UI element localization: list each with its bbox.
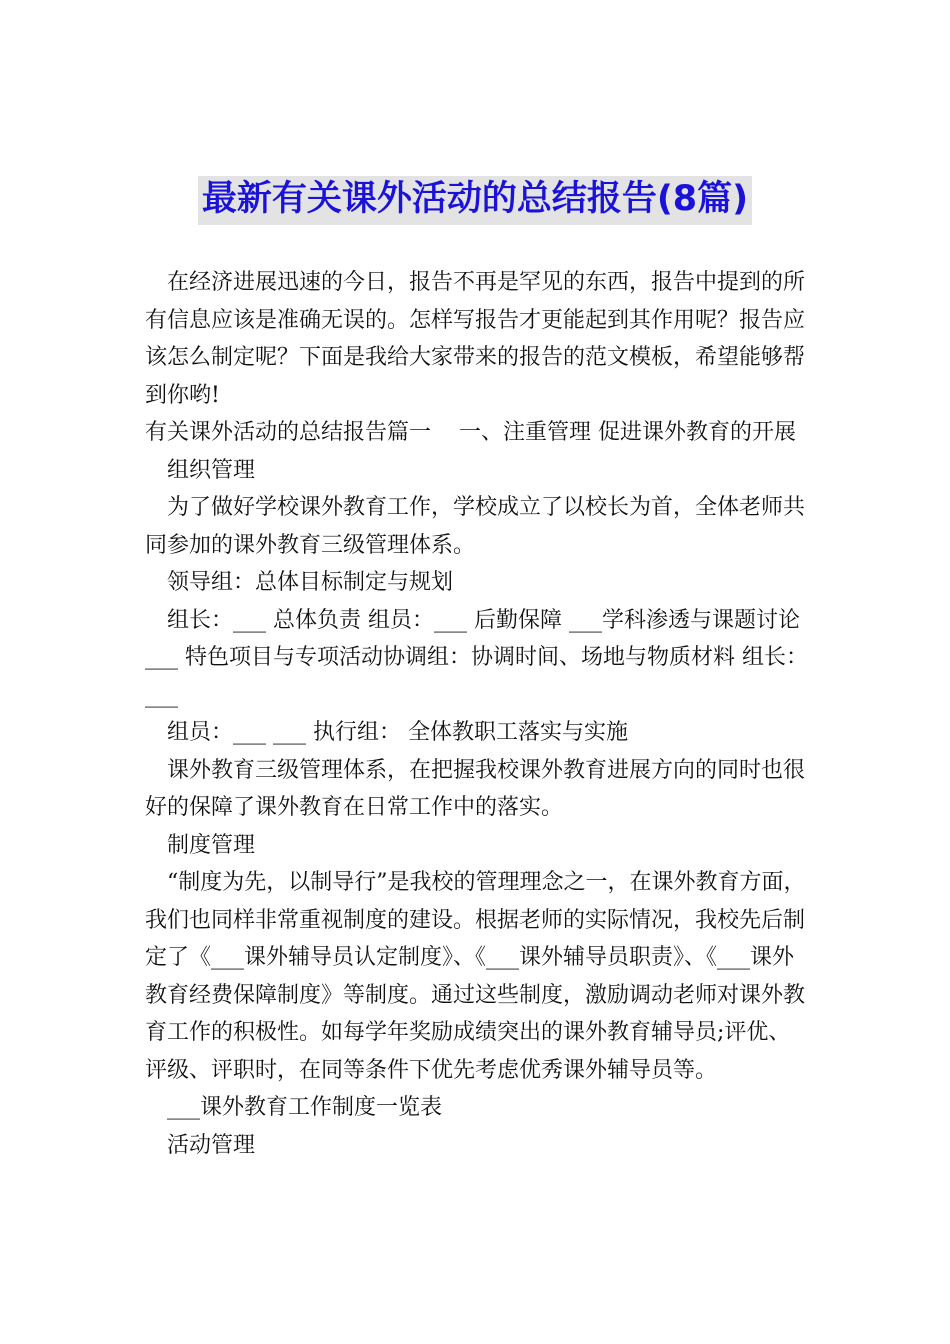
document-title: 最新有关课外活动的总结报告(8篇) xyxy=(198,176,752,225)
paragraph-regulations: “制度为先，以制导行”是我校的管理理念之一，在课外教育方面，我们也同样非常重视制度的建设。根据老师的实际情况，我校先后制定了《___课外辅导员认定制度》、《___课外辅导员职责》、《___课外教育经费保障制度》等制度。通过这些制度，激励调动老师对课外教育工作的积极性。如每学年奖励成绩突出的课外教育辅导员;评优、评级、评职时，在同等条件下优先考虑优秀课外辅导员等。 xyxy=(145,870,806,1083)
paragraph-regulation-table: ___课外教育工作制度一览表 xyxy=(167,1095,443,1120)
paragraph-org-system: 为了做好学校课外教育工作，学校成立了以校长为首，全体老师共同参加的课外教育三级管理体系。 xyxy=(145,495,806,558)
paragraph-leadership-group: 领导组：总体目标制定与规划 xyxy=(167,570,454,595)
paragraph-group-leaders: 组长：___ 总体负责 组员：___ 后勤保障 ___学科渗透与课题讨论 ___ 特色项目与专项活动协调组：协调时间、场地与物质材料 组长：___ xyxy=(145,607,808,708)
paragraph-three-level-system: 课外教育三级管理体系，在把握我校课外教育进展方向的同时也很好的保障了课外教育在日常工作中的落实。 xyxy=(145,757,806,820)
paragraph-activity-management: 活动管理 xyxy=(167,1132,256,1158)
paragraph-section-heading: 有关课外活动的总结报告篇一 一、注重管理 促进课外教育的开展 xyxy=(145,420,796,445)
paragraph-system-management: 制度管理 xyxy=(167,832,256,858)
paragraph-org-management: 组织管理 xyxy=(167,457,256,483)
paragraph-intro: 在经济进展迅速的今日，报告不再是罕见的东西，报告中提到的所有信息应该是准确无误的。怎样写报告才更能起到其作用呢？报告应该怎么制定呢？下面是我给大家带来的报告的范文模板，希望能够帮到你哟! xyxy=(145,270,806,408)
paragraph-members: 组员：___ ___ 执行组： 全体教职工落实与实施 xyxy=(167,720,628,745)
document-body xyxy=(145,264,810,1164)
document-title-wrap xyxy=(0,176,950,225)
